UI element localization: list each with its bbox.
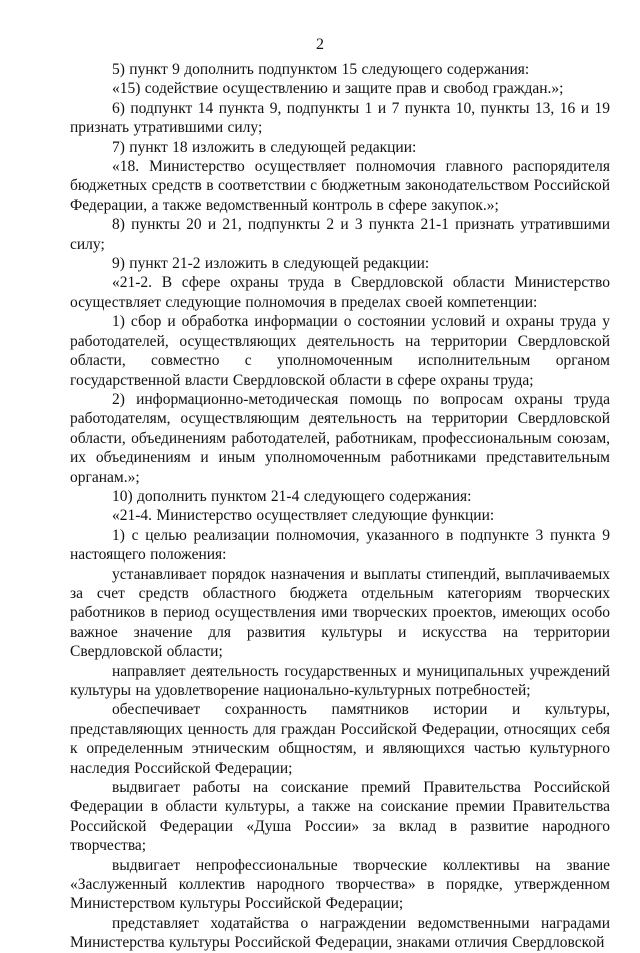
paragraph: представляет ходатайства о награждении ведомственными наградами Министерства культуры Российской Федерации, знаками отличия Свердловской xyxy=(70,914,610,952)
paragraph: 10) дополнить пунктом 21-4 следующего содержания: xyxy=(112,487,472,505)
document-body xyxy=(70,60,610,953)
paragraph: 6) подпункт 14 пункта 9, подпункты 1 и 7 пункта 10, пункты 13, 16 и 19 признать утратившими силу; xyxy=(70,99,610,137)
paragraph: 1) сбор и обработка информации о состоянии условий и охраны труда у работодателей, осуществляющих деятельность на территории Свердловской области, совместно с уполномоченным исполнительным органом государственной власти Свердловской области в сфере охраны труда; xyxy=(70,313,610,389)
paragraph: 1) с целью реализации полномочия, указанного в подпункте 3 пункта 9 настоящего положения: xyxy=(70,526,610,564)
paragraph: «15) содействие осуществлению и защите прав и свобод граждан.»; xyxy=(112,80,564,98)
paragraph: «21-4. Министерство осуществляет следующие функции: xyxy=(112,507,495,525)
paragraph: выдвигает работы на соискание премий Правительства Российской Федерации в области культуры, а также на соискание премии Правительства Российской Федерации «Душа России» за вклад в развитие народного творчества; xyxy=(70,779,610,855)
paragraph: 5) пункт 9 дополнить подпунктом 15 следующего содержания: xyxy=(112,61,530,78)
paragraph: «18. Министерство осуществляет полномочия главного распорядителя бюджетных средств в соответствии с бюджетным законодательством Российской Федерации, а также ведомственный контроль в сфере закупок.»; xyxy=(70,158,610,214)
paragraph: 2) информационно-методическая помощь по вопросам охраны труда работодателям, осуществляющим деятельность на территории Свердловской области, объединениям работодателей, работникам, профессиональным союзам, их объединениям и иным уполномоченным работниками представительным органам.»; xyxy=(70,390,610,486)
page-number: 2 xyxy=(316,36,324,53)
paragraph: 8) пункты 20 и 21, подпункты 2 и 3 пункта 21-1 признать утратившими силу; xyxy=(70,216,610,253)
paragraph: направляет деятельность государственных и муниципальных учреждений культуры на удовлетворение национально-культурных потребностей; xyxy=(70,662,610,699)
paragraph: 7) пункт 18 изложить в следующей редакции: xyxy=(112,138,417,156)
paragraph: выдвигает непрофессиональные творческие коллективы на звание «Заслуженный коллектив народного творчества» в порядке, утвержденном Министерством культуры Российской Федерации; xyxy=(70,856,610,913)
paragraph: устанавливает порядок назначения и выплаты стипендий, выплачиваемых за счет средств областного бюджета отдельным категориям творческих работников в период осуществления ими творческих проектов, имеющих особо важное значение для развития культуры и искусства на территории Свердловской области; xyxy=(70,565,610,661)
paragraph: обеспечивает сохранность памятников истории и культуры, представляющих ценность для граждан Российской Федерации, относящих себя к определенным этническим общностям, и являющихся частью культурного наследия Российской Федерации; xyxy=(70,701,610,777)
paragraph: «21-2. В сфере охраны труда в Свердловской области Министерство осуществляет следующие полномочия в пределах своей компетенции: xyxy=(70,274,610,311)
paragraph: 9) пункт 21-2 изложить в следующей редакции: xyxy=(112,255,430,273)
